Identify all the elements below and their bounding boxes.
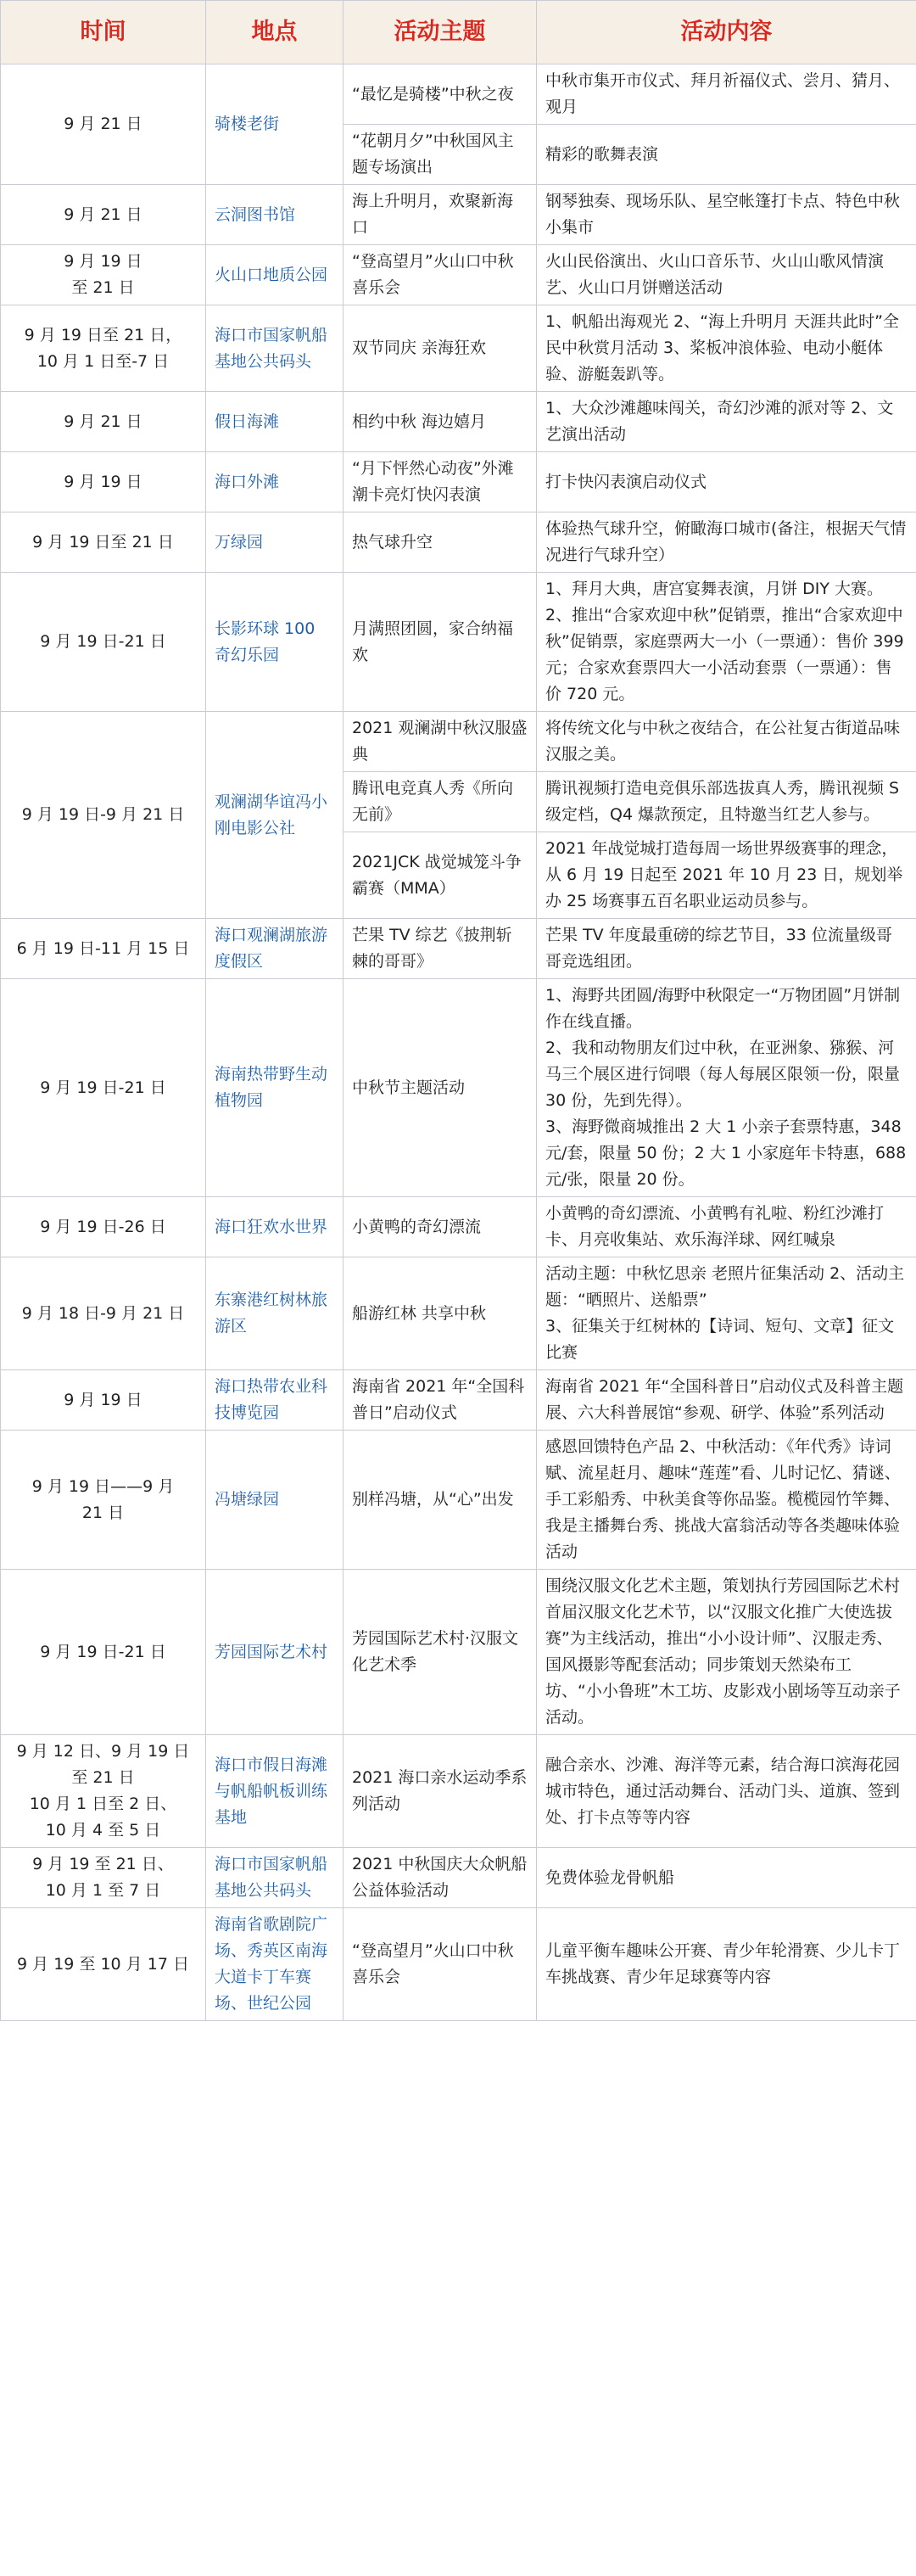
cell-place: 海口热带农业科技博览园 bbox=[206, 1370, 344, 1431]
table-row bbox=[1, 185, 916, 245]
cell-theme: 热气球升空 bbox=[344, 512, 537, 573]
table-row bbox=[1, 1848, 916, 1908]
cell-place: 海南热带野生动植物园 bbox=[206, 979, 344, 1197]
cell-time: 9 月 19 日-9 月 21 日 bbox=[1, 712, 206, 919]
table-body bbox=[1, 64, 916, 2021]
cell-time: 9 月 21 日 bbox=[1, 64, 206, 185]
cell-time: 9 月 21 日 bbox=[1, 185, 206, 245]
cell-theme: 海上升明月，欢聚新海口 bbox=[344, 185, 537, 245]
table-row bbox=[1, 1570, 916, 1735]
cell-content: 火山民俗演出、火山口音乐节、火山山歌风情演艺、火山口月饼赠送活动 bbox=[537, 245, 916, 305]
cell-theme: 2021 中秋国庆大众帆船公益体验活动 bbox=[344, 1848, 537, 1908]
cell-content: 1、帆船出海观光 2、“海上升明月 天涯共此时”全民中秋赏月活动 3、桨板冲浪体验、电动小艇体验、游艇轰趴等。 bbox=[537, 305, 916, 392]
cell-theme: 别样冯塘，从“心”出发 bbox=[344, 1431, 537, 1570]
cell-place: 云洞图书馆 bbox=[206, 185, 344, 245]
cell-theme: 海南省 2021 年“全国科普日”启动仪式 bbox=[344, 1370, 537, 1431]
cell-theme: “登高望月”火山口中秋喜乐会 bbox=[344, 1908, 537, 2021]
cell-place: 海口狂欢水世界 bbox=[206, 1197, 344, 1257]
table-row bbox=[1, 712, 916, 772]
cell-content: 腾讯视频打造电竞俱乐部选拔真人秀，腾讯视频 S 级定档，Q4 爆款预定，且特邀当红艺人参与。 bbox=[537, 772, 916, 832]
cell-content: 精彩的歌舞表演 bbox=[537, 125, 916, 185]
cell-theme: 芒果 TV 综艺《披荆斩棘的哥哥》 bbox=[344, 919, 537, 979]
table-row bbox=[1, 919, 916, 979]
cell-content: 海南省 2021 年“全国科普日”启动仪式及科普主题展、六大科普展馆“参观、研学、体验”系列活动 bbox=[537, 1370, 916, 1431]
table-row bbox=[1, 1908, 916, 2021]
table-row bbox=[1, 64, 916, 125]
cell-theme: “最忆是骑楼”中秋之夜 bbox=[344, 64, 537, 125]
cell-time: 9 月 19 日-21 日 bbox=[1, 1570, 206, 1735]
cell-content: 钢琴独奏、现场乐队、星空帐篷打卡点、特色中秋小集市 bbox=[537, 185, 916, 245]
cell-place: 芳园国际艺术村 bbox=[206, 1570, 344, 1735]
header-time: 时间 bbox=[1, 1, 206, 64]
cell-theme: 月满照团圆，家合纳福欢 bbox=[344, 573, 537, 712]
header-place: 地点 bbox=[206, 1, 344, 64]
cell-content: 体验热气球升空，俯瞰海口城市(备注，根据天气情况进行气球升空） bbox=[537, 512, 916, 573]
cell-time: 9 月 12 日、9 月 19 日至 21 日 10 月 1 日至 2 日、 10 月 4 至 5 日 bbox=[1, 1735, 206, 1848]
header-theme: 活动主题 bbox=[344, 1, 537, 64]
cell-place: 海口市国家帆船基地公共码头 bbox=[206, 1848, 344, 1908]
cell-theme: “登高望月”火山口中秋喜乐会 bbox=[344, 245, 537, 305]
cell-place: 海口市国家帆船基地公共码头 bbox=[206, 305, 344, 392]
cell-time: 9 月 19 至 21 日、 10 月 1 至 7 日 bbox=[1, 1848, 206, 1908]
cell-time: 9 月 19 日——9 月 21 日 bbox=[1, 1431, 206, 1570]
cell-time: 9 月 19 日至 21 日， 10 月 1 日至-7 日 bbox=[1, 305, 206, 392]
cell-time: 9 月 21 日 bbox=[1, 392, 206, 452]
cell-theme: 中秋节主题活动 bbox=[344, 979, 537, 1197]
cell-theme: “花朝月夕”中秋国风主题专场演出 bbox=[344, 125, 537, 185]
table-row bbox=[1, 1431, 916, 1570]
cell-place: 观澜湖华谊冯小刚电影公社 bbox=[206, 712, 344, 919]
cell-place: 假日海滩 bbox=[206, 392, 344, 452]
cell-time: 9 月 19 日至 21 日 bbox=[1, 512, 206, 573]
cell-time: 9 月 19 至 10 月 17 日 bbox=[1, 1908, 206, 2021]
cell-time: 9 月 19 日 bbox=[1, 1370, 206, 1431]
table-row bbox=[1, 573, 916, 712]
cell-place: 长影环球 100 奇幻乐园 bbox=[206, 573, 344, 712]
table-row bbox=[1, 392, 916, 452]
table-header bbox=[1, 1, 916, 64]
cell-theme: 船游红林 共享中秋 bbox=[344, 1257, 537, 1370]
cell-content: 1、大众沙滩趣味闯关，奇幻沙滩的派对等 2、文艺演出活动 bbox=[537, 392, 916, 452]
cell-place: 火山口地质公园 bbox=[206, 245, 344, 305]
cell-content: 中秋市集开市仪式、拜月祈福仪式、尝月、猜月、观月 bbox=[537, 64, 916, 125]
cell-content: 感恩回馈特色产品 2、中秋活动：《年代秀》诗词赋、流星赶月、趣味“莲莲”看、儿时记忆、猜谜、手工彩船秀、中秋美食等你品鉴。榄榄园竹竿舞、我是主播舞台秀、挑战大富翁活动等各类趣味体验活动 bbox=[537, 1431, 916, 1570]
cell-place: 万绿园 bbox=[206, 512, 344, 573]
cell-theme: 芳园国际艺术村·汉服文化艺术季 bbox=[344, 1570, 537, 1735]
cell-place: 骑楼老街 bbox=[206, 64, 344, 185]
cell-theme: 2021 海口亲水运动季系列活动 bbox=[344, 1735, 537, 1848]
cell-theme: 双节同庆 亲海狂欢 bbox=[344, 305, 537, 392]
cell-place: 海口外滩 bbox=[206, 452, 344, 512]
cell-content: 免费体验龙骨帆船 bbox=[537, 1848, 916, 1908]
cell-theme: 小黄鸭的奇幻漂流 bbox=[344, 1197, 537, 1257]
cell-time: 9 月 19 日 至 21 日 bbox=[1, 245, 206, 305]
table-row bbox=[1, 1370, 916, 1431]
cell-time: 9 月 18 日-9 月 21 日 bbox=[1, 1257, 206, 1370]
table-row bbox=[1, 1735, 916, 1848]
cell-place: 海口市假日海滩与帆船帆板训练基地 bbox=[206, 1735, 344, 1848]
cell-content: 1、海野共团圆/海野中秋限定一“万物团圆”月饼制作在线直播。 2、我和动物朋友们过中秋，在亚洲象、猕猴、河马三个展区进行饲喂（每人每展区限领一份，限量 30 份，先到先得）。 3、海野微商城推出 2 大 1 小亲子套票特惠，348 元/套，限量 50 份；2 大 1 小家庭年卡特惠，688 元/张，限量 20 份。 bbox=[537, 979, 916, 1197]
cell-theme: 2021JCK 战觉城笼斗争霸赛（MMA） bbox=[344, 832, 537, 919]
header-content: 活动内容 bbox=[537, 1, 916, 64]
cell-content: 儿童平衡车趣味公开赛、青少年轮滑赛、少儿卡丁车挑战赛、青少年足球赛等内容 bbox=[537, 1908, 916, 2021]
cell-content: 融合亲水、沙滩、海洋等元素，结合海口滨海花园城市特色，通过活动舞台、活动门头、道旗、签到处、打卡点等等内容 bbox=[537, 1735, 916, 1848]
table-row bbox=[1, 512, 916, 573]
table-row bbox=[1, 452, 916, 512]
cell-place: 海南省歌剧院广场、秀英区南海大道卡丁车赛场、世纪公园 bbox=[206, 1908, 344, 2021]
cell-place: 冯塘绿园 bbox=[206, 1431, 344, 1570]
cell-time: 9 月 19 日-21 日 bbox=[1, 573, 206, 712]
table-row bbox=[1, 979, 916, 1197]
cell-content: 打卡快闪表演启动仪式 bbox=[537, 452, 916, 512]
cell-content: 小黄鸭的奇幻漂流、小黄鸭有礼啦、粉红沙滩打卡、月亮收集站、欢乐海洋球、网红喊泉 bbox=[537, 1197, 916, 1257]
cell-content: 围绕汉服文化艺术主题，策划执行芳园国际艺术村首届汉服文化艺术节，以“汉服文化推广大使选拔赛”为主线活动，推出“小小设计师”、汉服走秀、国风摄影等配套活动；同步策划天然染布工坊、“小小鲁班”木工坊、皮影戏小剧场等互动亲子活动。 bbox=[537, 1570, 916, 1735]
cell-content: 1、拜月大典，唐宫宴舞表演，月饼 DIY 大赛。2、推出“合家欢迎中秋”促销票，推出“合家欢迎中秋”促销票，家庭票两大一小（一票通）：售价 399 元；合家欢套票四大一小活动套票（一票通）：售价 720 元。 bbox=[537, 573, 916, 712]
cell-content: 将传统文化与中秋之夜结合，在公社复古街道品味汉服之美。 bbox=[537, 712, 916, 772]
table-row bbox=[1, 1197, 916, 1257]
cell-theme: 腾讯电竞真人秀《所向无前》 bbox=[344, 772, 537, 832]
table-row bbox=[1, 1257, 916, 1370]
header-row bbox=[1, 1, 916, 64]
cell-place: 海口观澜湖旅游度假区 bbox=[206, 919, 344, 979]
cell-time: 9 月 19 日-21 日 bbox=[1, 979, 206, 1197]
cell-theme: 相约中秋 海边嬉月 bbox=[344, 392, 537, 452]
table-row bbox=[1, 305, 916, 392]
cell-time: 6 月 19 日-11 月 15 日 bbox=[1, 919, 206, 979]
cell-time: 9 月 19 日-26 日 bbox=[1, 1197, 206, 1257]
cell-content: 活动主题：中秋忆思亲 老照片征集活动 2、活动主题：“晒照片、送船票” 3、征集关于红树林的【诗词、短句、文章】征文比赛 bbox=[537, 1257, 916, 1370]
cell-theme: “月下怦然心动夜”外滩潮卡亮灯快闪表演 bbox=[344, 452, 537, 512]
cell-time: 9 月 19 日 bbox=[1, 452, 206, 512]
table-row bbox=[1, 245, 916, 305]
cell-content: 芒果 TV 年度最重磅的综艺节目，33 位流量级哥哥竞选组团。 bbox=[537, 919, 916, 979]
cell-theme: 2021 观澜湖中秋汉服盛典 bbox=[344, 712, 537, 772]
cell-content: 2021 年战觉城打造每周一场世界级赛事的理念，从 6 月 19 日起至 2021 年 10 月 23 日，规划举办 25 场赛事五百名职业运动员参与。 bbox=[537, 832, 916, 919]
cell-place: 东寨港红树林旅游区 bbox=[206, 1257, 344, 1370]
